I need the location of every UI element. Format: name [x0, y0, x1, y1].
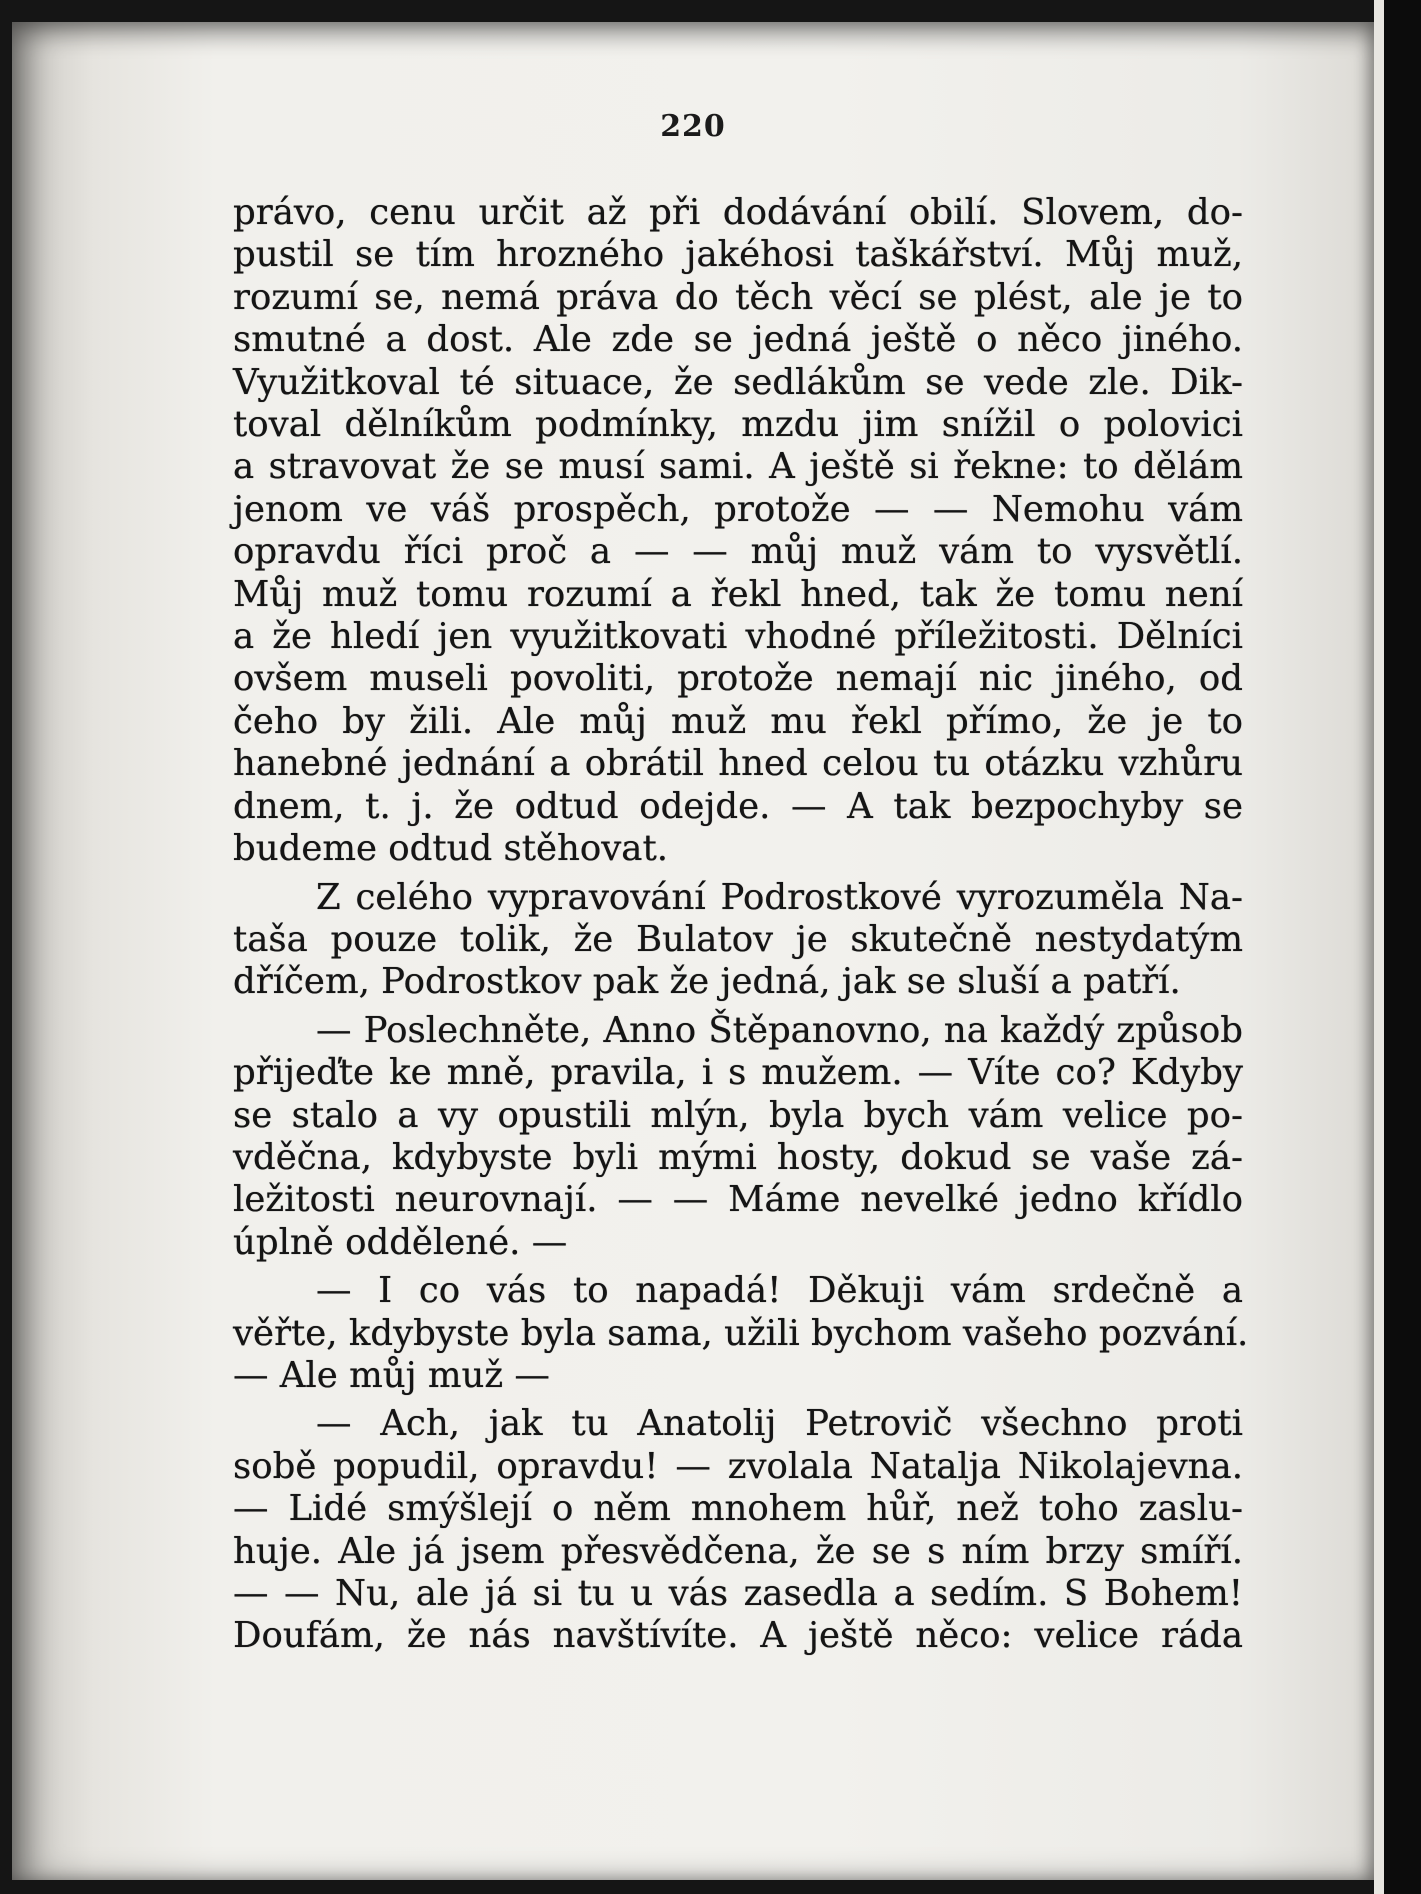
text-line: — — Nu, ale já si tu u vás zasedla a sedím. S Bohem! — [233, 1573, 1243, 1614]
text-line: smutné a dost. Ale zde se jedná ještě o něco jiného. — [233, 319, 1243, 361]
text-line: sobě popudil, opravdu! — zvolala Natalja Nikolajevna. — [233, 1445, 1243, 1487]
text-line: — Lidé smýšlejí o něm mnohem hůř, než toho zaslu- — [233, 1488, 1243, 1530]
paragraph-4 — [233, 1270, 1249, 1397]
text-line: věřte, kdybyste byla sama, užili bychom vašeho pozvání. — [233, 1312, 1249, 1354]
text-line: a že hledí jen využitkovati vhodné příležitosti. Dělníci — [233, 616, 1243, 658]
text-line: Doufám, že nás navštívíte. A ještě něco: velice ráda — [233, 1615, 1243, 1657]
text-line: — I co vás to napadá! Děkuji vám srdečně a — [316, 1270, 1243, 1312]
text-line: huje. Ale já jsem přesvědčena, že se s ním brzy smíří. — [233, 1530, 1243, 1572]
paragraph-1 — [233, 192, 1243, 871]
text-line: dříčem, Podrostkov pak že jedná, jak se sluší a patří. — [233, 961, 1181, 1003]
paragraph-2 — [233, 877, 1243, 1004]
paragraph-5 — [233, 1403, 1243, 1657]
book-page — [12, 22, 1374, 1880]
text-line: vděčna, kdybyste byli mými hosty, dokud se vaše zá- — [233, 1136, 1243, 1178]
text-line: jenom ve váš prospěch, protože — — Nemohu vám — [233, 488, 1243, 530]
text-line: rozumí se, nemá práva do těch věcí se plést, ale je to — [233, 276, 1243, 318]
text-line: budeme odtud stěhovat. — [233, 828, 669, 870]
text-line: opravdu říci proč a — — můj muž vám to vysvětlí. — [233, 531, 1243, 573]
text-line: Můj muž tomu rozumí a řekl hned, tak že tomu není — [233, 573, 1243, 615]
text-line: Využitkoval té situace, že sedlákům se vede zle. Dik- — [233, 361, 1243, 403]
text-line: právo, cenu určit až při dodávání obilí. Slovem, do- — [233, 192, 1243, 233]
scan-border — [1384, 0, 1421, 1894]
text-line: se stalo a vy opustili mlýn, byla bych vám velice po- — [233, 1094, 1243, 1136]
text-line: toval dělníkům podmínky, mzdu jim snížil o polovici — [233, 404, 1243, 446]
text-line: — Ale můj muž — — [233, 1354, 550, 1396]
paragraph-3 — [233, 1010, 1243, 1264]
text-line: Z celého vypravování Podrostkové vyrozuměla Na- — [316, 876, 1243, 918]
text-line: úplně oddělené. — — [233, 1221, 568, 1263]
text-line: — Poslechněte, Anno Štěpanovno, na každý způsob — [316, 1009, 1243, 1051]
text-line: dnem, t. j. že odtud odejde. — A tak bezpochyby se — [233, 785, 1243, 827]
page-body-text — [233, 192, 1249, 1658]
text-line: čeho by žili. Ale můj muž mu řekl přímo, že je to — [233, 700, 1243, 742]
text-line: přijeďte ke mně, pravila, i s mužem. — Víte co? Kdyby — [233, 1052, 1243, 1094]
text-line: a stravovat že se musí sami. A ještě si řekne: to dělám — [233, 446, 1243, 488]
page-edge — [1374, 0, 1384, 1894]
text-line: taša pouze tolik, že Bulatov je skutečně nestydatým — [233, 918, 1243, 960]
text-line: ležitosti neurovnají. — — Máme nevelké jedno křídlo — [233, 1179, 1243, 1221]
text-line: ovšem museli povoliti, protože nemají nic jiného, od — [233, 658, 1243, 700]
text-line: hanebné jednání a obrátil hned celou tu otázku vzhůru — [233, 743, 1243, 785]
text-line: — Ach, jak tu Anatolij Petrovič všechno proti — [316, 1403, 1243, 1445]
page-number: 220 — [660, 109, 726, 144]
text-line: pustil se tím hrozného jakéhosi taškářství. Můj muž, — [233, 234, 1243, 276]
